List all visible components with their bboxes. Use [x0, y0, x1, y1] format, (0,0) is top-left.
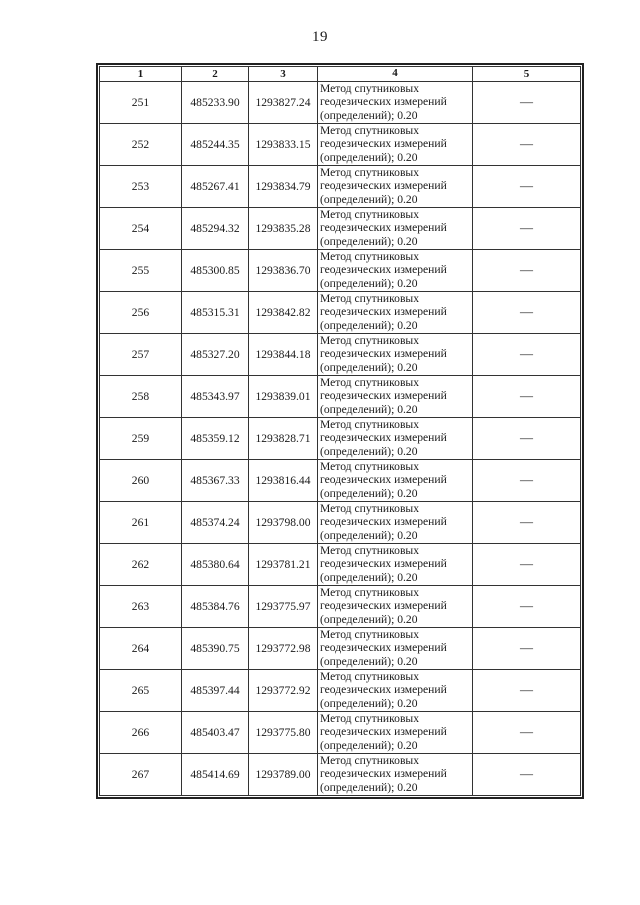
method-cell: [318, 627, 473, 669]
note-dash: —: [520, 178, 533, 194]
method-text-line: Метод спутниковых: [320, 291, 419, 305]
header-col-1: 1: [100, 67, 182, 82]
y-coordinate-cell: 1293835.28: [249, 207, 318, 249]
note-dash: —: [520, 724, 533, 740]
table-header: [100, 67, 581, 82]
note-cell: [473, 627, 581, 669]
note-cell: [473, 81, 581, 123]
y-coordinate-cell: 1293828.71: [249, 417, 318, 459]
method-text-line: (определений); 0.20: [320, 696, 418, 710]
x-coordinate-cell: 485244.35: [182, 123, 249, 165]
note-dash: —: [520, 346, 533, 362]
x-coordinate-cell: 485327.20: [182, 333, 249, 375]
note-cell: [473, 711, 581, 753]
method-text-line: (определений); 0.20: [320, 402, 418, 416]
coordinates-table-frame: [96, 63, 584, 799]
y-coordinate-cell: 1293844.18: [249, 333, 318, 375]
table-row: [100, 711, 581, 753]
y-coordinate-cell: 1293789.00: [249, 753, 318, 795]
note-cell: [473, 459, 581, 501]
table-row: [100, 627, 581, 669]
method-text-line: (определений); 0.20: [320, 276, 418, 290]
note-cell: [473, 249, 581, 291]
table-row: [100, 165, 581, 207]
x-coordinate-cell: 485374.24: [182, 501, 249, 543]
x-coordinate-cell: 485380.64: [182, 543, 249, 585]
method-cell: [318, 543, 473, 585]
y-coordinate-cell: 1293839.01: [249, 375, 318, 417]
method-cell: [318, 711, 473, 753]
method-text-line: (определений); 0.20: [320, 360, 418, 374]
method-text-line: геодезических измерений: [320, 347, 447, 361]
method-text-line: (определений); 0.20: [320, 108, 418, 122]
note-dash: —: [520, 472, 533, 488]
method-cell: [318, 417, 473, 459]
y-coordinate-cell: 1293816.44: [249, 459, 318, 501]
method-cell: [318, 165, 473, 207]
note-dash: —: [520, 766, 533, 782]
header-col-4: 4: [318, 67, 473, 82]
note-cell: [473, 501, 581, 543]
method-text-line: (определений); 0.20: [320, 318, 418, 332]
y-coordinate-cell: 1293834.79: [249, 165, 318, 207]
note-cell: [473, 585, 581, 627]
note-cell: [473, 417, 581, 459]
table-row: [100, 123, 581, 165]
method-text-line: геодезических измерений: [320, 221, 447, 235]
note-dash: —: [520, 388, 533, 404]
method-text-line: Метод спутниковых: [320, 375, 419, 389]
point-number-cell: 261: [100, 501, 182, 543]
method-text-line: Метод спутниковых: [320, 165, 419, 179]
point-number-cell: 258: [100, 375, 182, 417]
table-body: [100, 81, 581, 795]
method-cell: [318, 585, 473, 627]
note-dash: —: [520, 640, 533, 656]
method-text-line: геодезических измерений: [320, 767, 447, 781]
table-row: [100, 207, 581, 249]
note-dash: —: [520, 598, 533, 614]
coordinates-table: [99, 66, 581, 796]
method-text-line: геодезических измерений: [320, 683, 447, 697]
method-text-line: Метод спутниковых: [320, 543, 419, 557]
method-text-line: Метод спутниковых: [320, 333, 419, 347]
method-text-line: Метод спутниковых: [320, 207, 419, 221]
method-text-line: Метод спутниковых: [320, 669, 419, 683]
method-text-line: (определений); 0.20: [320, 486, 418, 500]
note-dash: —: [520, 304, 533, 320]
method-cell: [318, 459, 473, 501]
point-number-cell: 264: [100, 627, 182, 669]
point-number-cell: 267: [100, 753, 182, 795]
y-coordinate-cell: 1293781.21: [249, 543, 318, 585]
method-text-line: геодезических измерений: [320, 179, 447, 193]
method-text-line: Метод спутниковых: [320, 459, 419, 473]
point-number-cell: 266: [100, 711, 182, 753]
method-text-line: Метод спутниковых: [320, 81, 419, 95]
method-text-line: (определений); 0.20: [320, 192, 418, 206]
method-text-line: (определений); 0.20: [320, 780, 418, 794]
note-dash: —: [520, 514, 533, 530]
note-cell: [473, 333, 581, 375]
method-text-line: Метод спутниковых: [320, 711, 419, 725]
note-dash: —: [520, 682, 533, 698]
table-row: [100, 291, 581, 333]
point-number-cell: 260: [100, 459, 182, 501]
method-text-line: геодезических измерений: [320, 305, 447, 319]
table-row: [100, 543, 581, 585]
header-col-3: 3: [249, 67, 318, 82]
method-text-line: (определений); 0.20: [320, 444, 418, 458]
point-number-cell: 254: [100, 207, 182, 249]
table-row: [100, 501, 581, 543]
point-number-cell: 253: [100, 165, 182, 207]
point-number-cell: 262: [100, 543, 182, 585]
y-coordinate-cell: 1293772.98: [249, 627, 318, 669]
y-coordinate-cell: 1293827.24: [249, 81, 318, 123]
note-dash: —: [520, 556, 533, 572]
method-text-line: геодезических измерений: [320, 515, 447, 529]
method-text-line: Метод спутниковых: [320, 417, 419, 431]
method-cell: [318, 123, 473, 165]
x-coordinate-cell: 485233.90: [182, 81, 249, 123]
header-col-5: 5: [473, 67, 581, 82]
y-coordinate-cell: 1293836.70: [249, 249, 318, 291]
note-cell: [473, 165, 581, 207]
method-text-line: геодезических измерений: [320, 599, 447, 613]
point-number-cell: 252: [100, 123, 182, 165]
method-text-line: геодезических измерений: [320, 263, 447, 277]
x-coordinate-cell: 485294.32: [182, 207, 249, 249]
method-text-line: (определений); 0.20: [320, 528, 418, 542]
note-dash: —: [520, 220, 533, 236]
note-cell: [473, 123, 581, 165]
method-text-line: геодезических измерений: [320, 725, 447, 739]
point-number-cell: 255: [100, 249, 182, 291]
method-text-line: (определений); 0.20: [320, 738, 418, 752]
method-cell: [318, 375, 473, 417]
note-cell: [473, 207, 581, 249]
x-coordinate-cell: 485300.85: [182, 249, 249, 291]
x-coordinate-cell: 485414.69: [182, 753, 249, 795]
point-number-cell: 259: [100, 417, 182, 459]
method-text-line: (определений); 0.20: [320, 150, 418, 164]
method-text-line: геодезических измерений: [320, 389, 447, 403]
x-coordinate-cell: 485359.12: [182, 417, 249, 459]
table-row: [100, 81, 581, 123]
method-cell: [318, 333, 473, 375]
method-text-line: Метод спутниковых: [320, 501, 419, 515]
note-cell: [473, 543, 581, 585]
note-dash: —: [520, 136, 533, 152]
y-coordinate-cell: 1293775.97: [249, 585, 318, 627]
point-number-cell: 256: [100, 291, 182, 333]
note-dash: —: [520, 430, 533, 446]
method-cell: [318, 249, 473, 291]
x-coordinate-cell: 485315.31: [182, 291, 249, 333]
method-cell: [318, 291, 473, 333]
point-number-cell: 265: [100, 669, 182, 711]
method-text-line: геодезических измерений: [320, 473, 447, 487]
y-coordinate-cell: 1293772.92: [249, 669, 318, 711]
y-coordinate-cell: 1293798.00: [249, 501, 318, 543]
table-row: [100, 249, 581, 291]
method-text-line: (определений); 0.20: [320, 654, 418, 668]
note-cell: [473, 291, 581, 333]
method-text-line: (определений); 0.20: [320, 612, 418, 626]
method-text-line: геодезических измерений: [320, 95, 447, 109]
method-text-line: (определений); 0.20: [320, 234, 418, 248]
method-text-line: Метод спутниковых: [320, 753, 419, 767]
y-coordinate-cell: 1293833.15: [249, 123, 318, 165]
page-number: 19: [312, 29, 328, 45]
note-cell: [473, 753, 581, 795]
point-number-cell: 251: [100, 81, 182, 123]
table-header-row: [100, 67, 581, 82]
method-cell: [318, 669, 473, 711]
x-coordinate-cell: 485367.33: [182, 459, 249, 501]
x-coordinate-cell: 485390.75: [182, 627, 249, 669]
table-row: [100, 375, 581, 417]
x-coordinate-cell: 485403.47: [182, 711, 249, 753]
method-text-line: Метод спутниковых: [320, 585, 419, 599]
table-row: [100, 333, 581, 375]
method-cell: [318, 753, 473, 795]
method-text-line: геодезических измерений: [320, 431, 447, 445]
x-coordinate-cell: 485397.44: [182, 669, 249, 711]
table-row: [100, 753, 581, 795]
note-cell: [473, 375, 581, 417]
y-coordinate-cell: 1293775.80: [249, 711, 318, 753]
method-text-line: Метод спутниковых: [320, 249, 419, 263]
x-coordinate-cell: 485267.41: [182, 165, 249, 207]
method-text-line: геодезических измерений: [320, 557, 447, 571]
x-coordinate-cell: 485343.97: [182, 375, 249, 417]
y-coordinate-cell: 1293842.82: [249, 291, 318, 333]
point-number-cell: 257: [100, 333, 182, 375]
method-cell: [318, 81, 473, 123]
note-dash: —: [520, 94, 533, 110]
table-row: [100, 459, 581, 501]
point-number-cell: 263: [100, 585, 182, 627]
method-text-line: Метод спутниковых: [320, 123, 419, 137]
header-col-2: 2: [182, 67, 249, 82]
table-row: [100, 417, 581, 459]
method-text-line: геодезических измерений: [320, 137, 447, 151]
method-text-line: Метод спутниковых: [320, 627, 419, 641]
table-row: [100, 585, 581, 627]
method-text-line: геодезических измерений: [320, 641, 447, 655]
x-coordinate-cell: 485384.76: [182, 585, 249, 627]
note-cell: [473, 669, 581, 711]
method-cell: [318, 207, 473, 249]
table-row: [100, 669, 581, 711]
note-dash: —: [520, 262, 533, 278]
method-text-line: (определений); 0.20: [320, 570, 418, 584]
method-cell: [318, 501, 473, 543]
